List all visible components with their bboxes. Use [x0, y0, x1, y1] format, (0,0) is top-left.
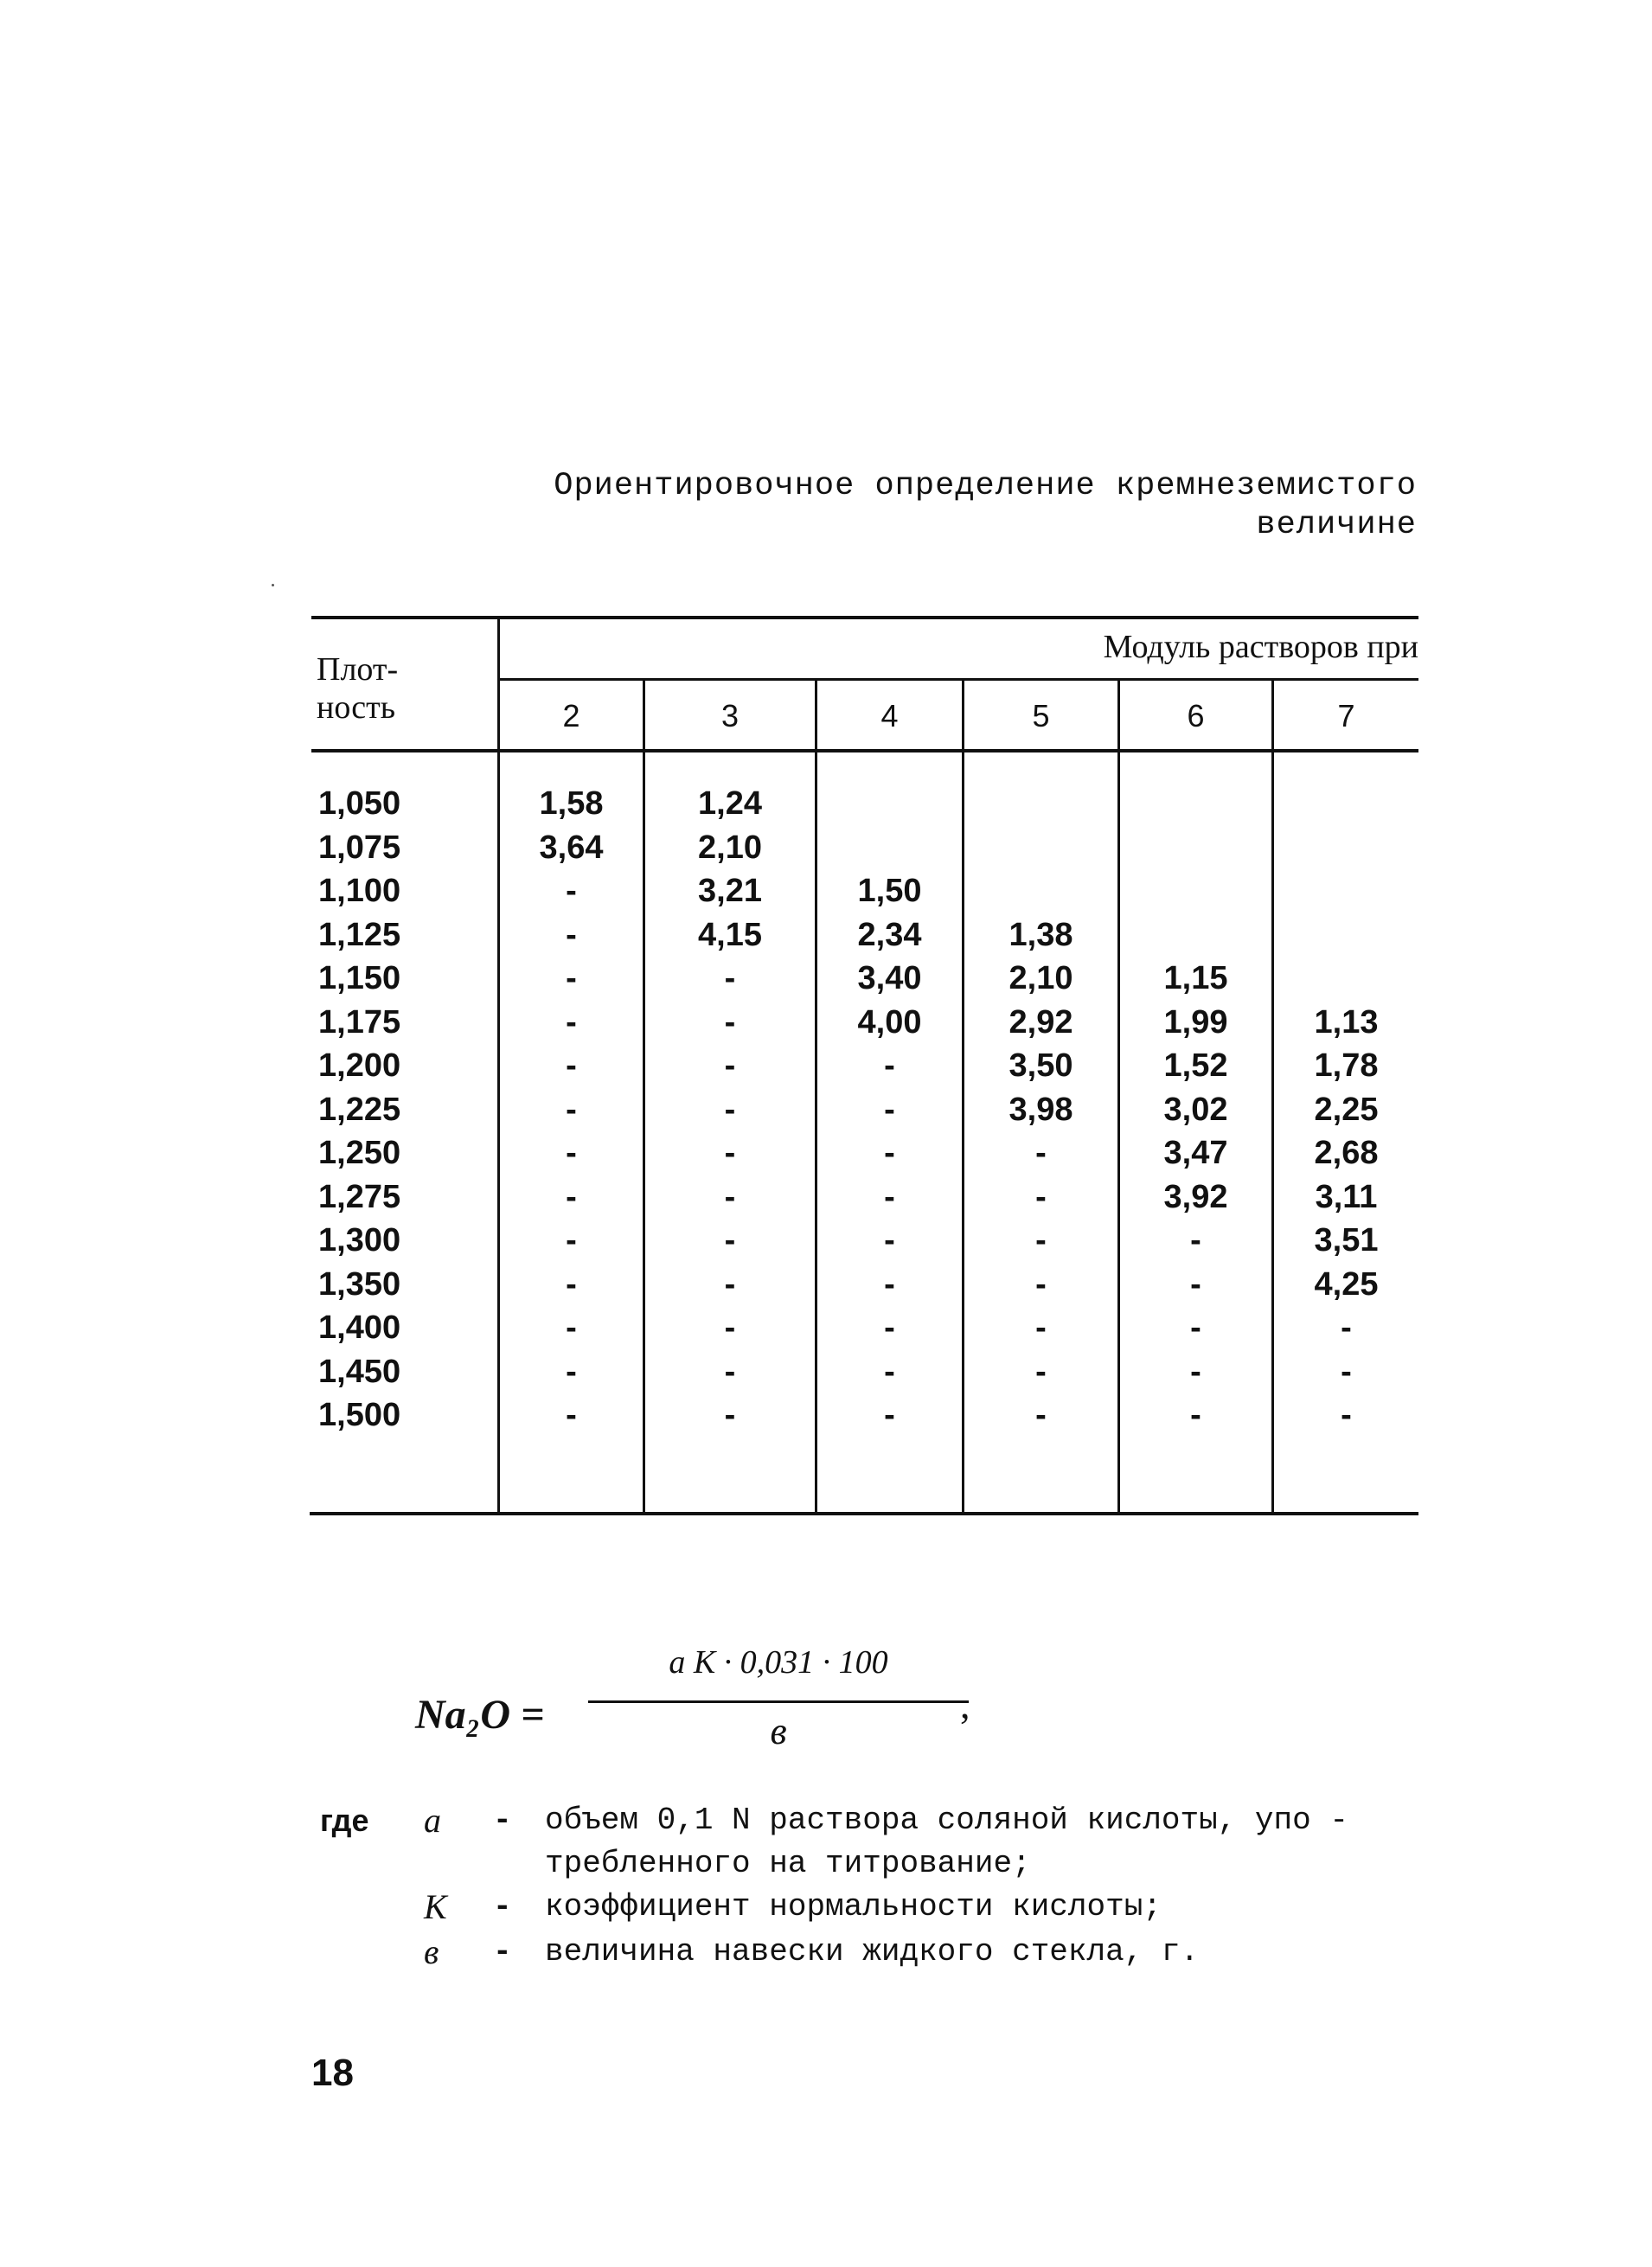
value-cell	[817, 826, 962, 870]
value-cell	[1274, 957, 1418, 1001]
value-cell: -	[884, 1397, 895, 1433]
table-row	[311, 826, 1418, 870]
value-cell: -	[1035, 1310, 1047, 1346]
value-cell: 1,13	[1314, 1003, 1379, 1041]
legend-where-word: где	[320, 1803, 369, 1838]
density-cell: 1,450	[318, 1353, 401, 1390]
value-cell: -	[1190, 1310, 1201, 1346]
value-cell: -	[1341, 1310, 1352, 1346]
value-cell: -	[566, 1135, 577, 1171]
value-cell: 1,50	[857, 873, 922, 909]
value-cell: 2,68	[1314, 1135, 1379, 1171]
density-column-header	[317, 650, 398, 727]
value-cell: 1,38	[1008, 916, 1073, 953]
legend-dash: -	[493, 1889, 512, 1924]
legend-text-line: требленного на титрование;	[545, 1846, 1031, 1881]
value-cell	[964, 782, 1117, 826]
value-cell	[1120, 826, 1271, 870]
legend-text	[545, 1886, 1418, 1929]
density-cell: 1,350	[318, 1265, 401, 1303]
value-cell: -	[724, 1047, 736, 1084]
value-cell	[1274, 869, 1418, 913]
table-caption	[450, 467, 1417, 545]
formula-numerator: a K · 0,031 · 100	[669, 1644, 888, 1681]
value-cell: -	[724, 1178, 736, 1215]
table-top-rule	[311, 616, 1418, 619]
value-cell: 1,78	[1314, 1047, 1379, 1084]
column-header-5: 5	[1032, 698, 1050, 733]
table-row	[311, 1393, 1418, 1438]
formula-comma: ,	[960, 1682, 970, 1726]
table-row	[311, 1175, 1418, 1220]
value-cell: -	[884, 1135, 895, 1171]
value-cell: 3,02	[1163, 1091, 1228, 1128]
value-cell: 3,92	[1163, 1178, 1228, 1215]
value-cell: -	[724, 1091, 736, 1128]
caption-line-1: Ориентировочное определение кремнеземистого	[554, 468, 1417, 504]
legend-text-line: коэффициент нормальности кислоты;	[545, 1889, 1162, 1924]
table-row	[311, 913, 1418, 957]
legend-symbol: K	[424, 1887, 447, 1926]
column-header-3: 3	[720, 698, 740, 733]
modulus-group-header: Модуль растворов при	[1103, 629, 1418, 665]
value-cell: -	[1341, 1397, 1352, 1433]
value-cell: -	[884, 1353, 895, 1390]
density-cell: 1,225	[318, 1091, 401, 1128]
value-cell: -	[724, 1310, 736, 1346]
value-cell: 3,11	[1315, 1178, 1378, 1215]
legend-text	[545, 1799, 1418, 1886]
value-cell: -	[566, 1003, 577, 1041]
value-cell	[1274, 913, 1418, 957]
value-cell: 1,52	[1163, 1047, 1228, 1084]
table-row	[311, 1131, 1418, 1175]
value-cell	[964, 869, 1117, 913]
value-cell: -	[566, 916, 577, 953]
table-row	[311, 1044, 1418, 1088]
legend-item-a	[320, 1799, 1444, 1886]
value-cell: -	[566, 873, 577, 909]
column-header-4: 4	[880, 698, 899, 733]
value-cell: -	[1190, 1265, 1201, 1303]
value-cell: -	[1035, 1397, 1047, 1433]
value-cell: 1,24	[698, 785, 762, 822]
legend-text	[545, 1931, 1418, 1974]
group-header-rule	[498, 678, 1418, 681]
value-cell: 2,92	[1008, 1003, 1073, 1041]
formula	[415, 1643, 1021, 1782]
value-cell: 3,50	[1008, 1047, 1073, 1084]
table-row	[311, 1350, 1418, 1394]
table-bottom-rule	[310, 1512, 1418, 1515]
legend-symbol: в	[424, 1932, 439, 1971]
value-cell: 4,15	[698, 916, 762, 953]
value-cell: -	[1035, 1222, 1047, 1258]
value-cell: -	[566, 1397, 577, 1433]
value-cell: -	[724, 1397, 736, 1433]
value-cell: -	[1035, 1265, 1047, 1303]
density-cell: 1,100	[318, 873, 401, 909]
density-cell: 1,275	[318, 1178, 401, 1215]
table-row	[311, 1263, 1418, 1307]
legend-text-line: величина навески жидкого стекла, г.	[545, 1934, 1200, 1969]
value-cell: -	[1035, 1178, 1047, 1215]
value-cell: -	[1035, 1135, 1047, 1171]
table-row	[311, 1219, 1418, 1263]
density-cell: 1,075	[318, 829, 401, 866]
value-cell: -	[566, 1047, 577, 1084]
value-cell: -	[724, 960, 736, 996]
value-cell	[817, 782, 962, 826]
legend-symbol: a	[424, 1801, 441, 1840]
fraction-bar	[588, 1700, 969, 1703]
density-cell: 1,200	[318, 1047, 401, 1084]
formula-legend	[320, 1799, 1444, 1976]
value-cell: -	[724, 1222, 736, 1258]
legend-item-k	[320, 1886, 1444, 1931]
value-cell: 2,10	[1008, 960, 1073, 996]
value-cell	[964, 826, 1117, 870]
table-row	[311, 869, 1418, 913]
value-cell	[1120, 782, 1271, 826]
value-cell: 1,58	[539, 785, 604, 822]
table-row	[311, 957, 1418, 1001]
value-cell	[1274, 782, 1418, 826]
density-cell: 1,250	[318, 1135, 401, 1171]
density-header-line-1: Плот-	[317, 651, 399, 688]
density-cell: 1,300	[318, 1222, 401, 1258]
legend-dash: -	[493, 1934, 512, 1969]
value-cell	[1120, 869, 1271, 913]
value-cell: 3,21	[698, 873, 762, 909]
value-cell: 3,98	[1008, 1091, 1073, 1128]
density-cell: 1,500	[318, 1397, 401, 1433]
value-cell: -	[566, 1091, 577, 1128]
value-cell: -	[566, 1310, 577, 1346]
value-cell: 1,15	[1163, 960, 1228, 996]
value-cell: 3,64	[539, 829, 604, 866]
legend-text-line: объем 0,1 N раствора соляной кислоты, упо -	[545, 1803, 1348, 1838]
page-number: 18	[311, 2052, 354, 2094]
value-cell: 2,10	[698, 829, 762, 866]
value-cell: -	[884, 1265, 895, 1303]
value-cell: -	[566, 1353, 577, 1390]
value-cell: 4,00	[857, 1003, 922, 1041]
value-cell	[1120, 913, 1271, 957]
value-cell: 3,40	[857, 960, 922, 996]
column-header-6: 6	[1187, 698, 1205, 733]
density-cell: 1,150	[318, 960, 401, 996]
scan-speck	[272, 584, 274, 586]
value-cell: 2,25	[1314, 1091, 1379, 1128]
column-header-7: 7	[1337, 698, 1355, 733]
value-cell: -	[724, 1353, 736, 1390]
legend-dash: -	[493, 1803, 512, 1838]
value-cell: -	[1035, 1353, 1047, 1390]
value-cell: -	[1341, 1353, 1352, 1390]
density-cell: 1,175	[318, 1003, 401, 1041]
table-row	[311, 1306, 1418, 1350]
formula-denominator: в	[770, 1710, 787, 1752]
value-cell: -	[566, 1222, 577, 1258]
density-cell: 1,125	[318, 916, 401, 953]
value-cell	[1274, 826, 1418, 870]
value-cell: -	[884, 1091, 895, 1128]
density-header-line-2: ность	[317, 689, 396, 726]
table-row	[311, 1001, 1418, 1045]
value-cell: -	[884, 1222, 895, 1258]
value-cell: 1,99	[1163, 1003, 1228, 1041]
column-header-2: 2	[562, 698, 580, 733]
value-cell: -	[884, 1178, 895, 1215]
header-bottom-rule	[311, 749, 1418, 752]
value-cell: 3,51	[1314, 1222, 1379, 1258]
legend-item-b	[320, 1931, 1444, 1976]
value-cell: -	[1190, 1222, 1201, 1258]
value-cell: -	[724, 1003, 736, 1041]
density-cell: 1,050	[318, 785, 401, 822]
value-cell: 4,25	[1314, 1265, 1379, 1303]
value-cell: 2,34	[857, 916, 922, 953]
table-row	[311, 1088, 1418, 1132]
density-cell: 1,400	[318, 1310, 401, 1346]
data-table	[311, 616, 1418, 1534]
table-body	[311, 782, 1418, 1438]
value-cell: -	[566, 1178, 577, 1215]
caption-line-2: величине	[1256, 507, 1417, 543]
value-cell: -	[724, 1135, 736, 1171]
value-cell: -	[566, 1265, 577, 1303]
value-cell: -	[566, 960, 577, 996]
value-cell: -	[724, 1265, 736, 1303]
table-row	[311, 782, 1418, 826]
value-cell: 3,47	[1163, 1135, 1228, 1171]
value-cell: -	[1190, 1397, 1201, 1433]
formula-lhs: Na₂O =	[415, 1692, 545, 1738]
value-cell: -	[884, 1310, 895, 1346]
value-cell: -	[884, 1047, 895, 1084]
value-cell: -	[1190, 1353, 1201, 1390]
